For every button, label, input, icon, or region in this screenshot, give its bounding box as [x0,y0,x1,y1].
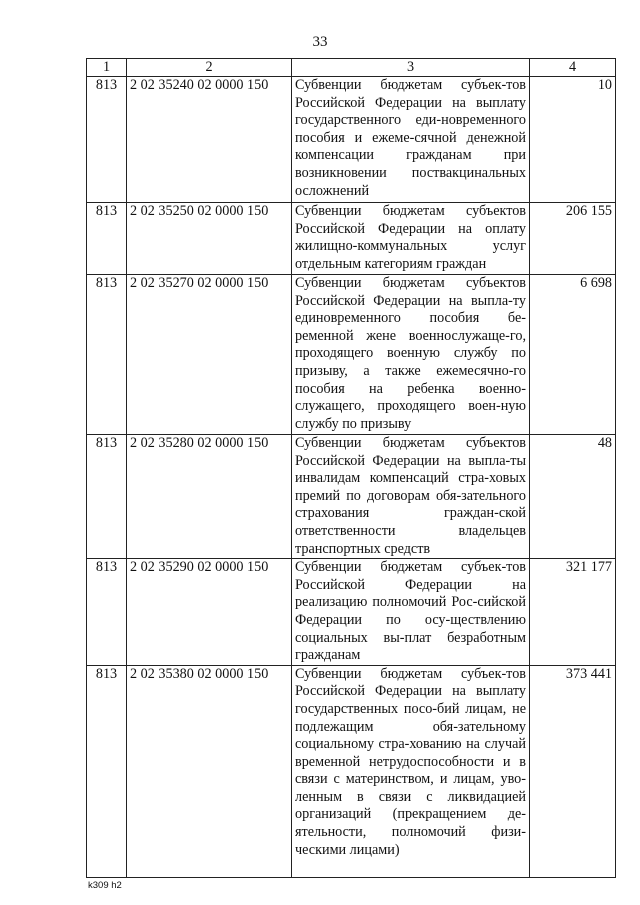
table-row [87,435,616,559]
revenue-description: Субвенции бюджетам субъектов Российской Федерации на выпла-ту единовременного пособия бе-ременной жене военнослужаще-го, проходящего военную службу по призыву, а также ежемесячно-го пособия на ребенка военно-служащего, проходящего воен-ную службу по призыву [292,275,530,435]
admin-code: 813 [87,203,127,275]
revenue-description: Субвенции бюджетам субъектов Российской Федерации на выпла-ты инвалидам компенсаций стра-ховых премий по договорам обя-зательного страхования граждан-ской ответственности владельцев транспортных средств [292,435,530,559]
budget-classification-code: 2 02 35270 02 0000 150 [127,275,292,435]
budget-classification-code: 2 02 35240 02 0000 150 [127,77,292,203]
amount: 10 [530,77,616,203]
column-header-4: 4 [530,59,616,77]
admin-code: 813 [87,275,127,435]
table-row [87,275,616,435]
budget-classification-code: 2 02 35250 02 0000 150 [127,203,292,275]
column-header-2: 2 [127,59,292,77]
revenue-description: Субвенции бюджетам субъектов Российской Федерации на оплату жилищно-коммунальных услуг отдельным категориям граждан [292,203,530,275]
admin-code: 813 [87,77,127,203]
amount: 206 155 [530,203,616,275]
amount: 373 441 [530,665,616,877]
amount: 321 177 [530,559,616,666]
page-number: 33 [312,34,328,50]
budget-classification-code: 2 02 35290 02 0000 150 [127,559,292,666]
revenue-description: Субвенции бюджетам субъек-тов Российской Федерации на выплату государственного еди-новременного пособия и ежеме-сячной денежной компенсации гражданам при возникновении поствакцинальных осложнений [292,77,530,203]
budget-table [86,58,616,878]
amount: 48 [530,435,616,559]
admin-code: 813 [87,435,127,559]
admin-code: 813 [87,559,127,666]
admin-code: 813 [87,665,127,877]
table-row [87,203,616,275]
table-row [87,559,616,666]
budget-classification-code: 2 02 35280 02 0000 150 [127,435,292,559]
amount: 6 698 [530,275,616,435]
column-header-1: 1 [87,59,127,77]
table-header-row [87,59,616,77]
footer-code: k309 h2 [88,880,122,891]
revenue-description: Субвенции бюджетам субъек-тов Российской Федерации на реализацию полномочий Рос-сийской Федерации по осу-ществлению социальных вы-плат безработным гражданам [292,559,530,666]
table-row [87,77,616,203]
budget-classification-code: 2 02 35380 02 0000 150 [127,665,292,877]
table-row [87,665,616,877]
revenue-description: Субвенции бюджетам субъек-тов Российской Федерации на выплату государственных посо-бий лицам, не подлежащим обя-зательному социальному стра-хованию на случай временной нетрудоспособности и в связи с материнством, и лицам, уво-ленным в связи с ликвидацией организаций (прекращением де-ятельности, полномочий физи-ческими лицами) [292,665,530,877]
column-header-3: 3 [292,59,530,77]
